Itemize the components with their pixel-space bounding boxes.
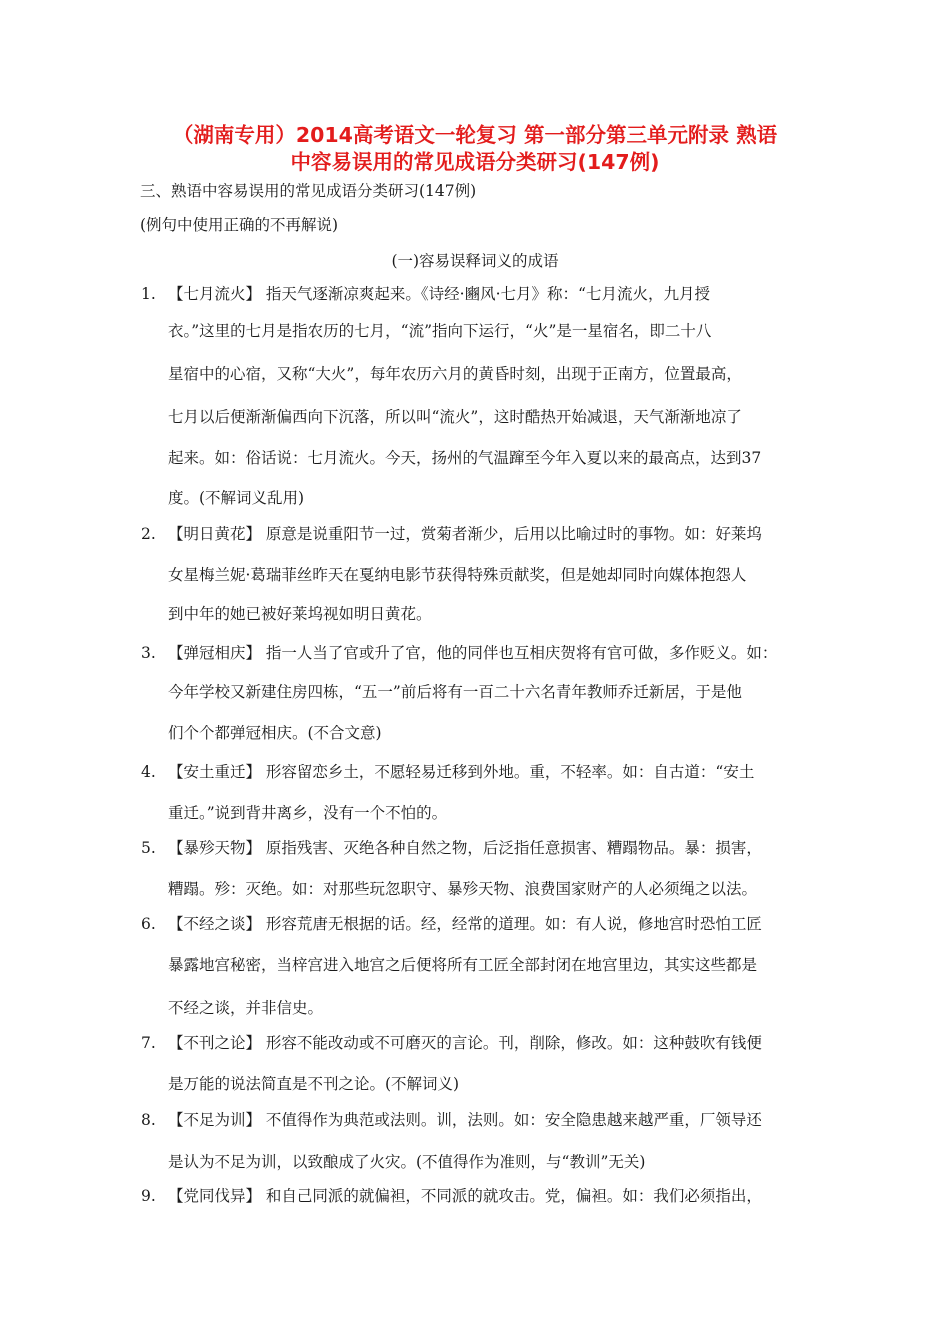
entry-line: 【党同伐异】 和自己同派的就偏袒，不同派的就攻击。党，偏袒。如：我们必须指出，: [168, 1187, 762, 1205]
entry-line: 起来。如：俗话说：七月流火。今天，扬州的气温蹿至今年入夏以来的最高点，达到37: [168, 449, 762, 467]
entry-number: 9.: [141, 1187, 156, 1205]
entry-line: 【不足为训】 不值得作为典范或法则。训，法则。如：安全隐患越来越严重，厂领导还: [168, 1111, 762, 1129]
entry-line: 【安土重迁】 形容留恋乡土，不愿轻易迁移到外地。重，不轻率。如：自古道：“安土: [168, 763, 755, 781]
entry-number: 2.: [141, 525, 156, 543]
section-heading: 三、熟语中容易误用的常见成语分类研习(147例): [140, 182, 477, 200]
entry-number: 7.: [141, 1034, 156, 1052]
document-title-line-2: 中容易误用的常见成语分类研习(147例): [290, 150, 660, 174]
entry-line: 七月以后便渐渐偏西向下沉落，所以叫“流火”，这时酷热开始减退，天气渐渐地凉了: [168, 408, 742, 426]
entry-number: 8.: [141, 1111, 156, 1129]
entry-number: 3.: [141, 644, 156, 662]
entry-line: 女星梅兰妮·葛瑞菲丝昨天在戛纳电影节获得特殊贡献奖，但是她却同时向媒体抱怨人: [168, 566, 747, 584]
usage-note: (例句中使用正确的不再解说): [140, 216, 339, 234]
subsection-heading: (一)容易误释词义的成语: [391, 252, 559, 270]
entry-line: 到中年的她已被好莱坞视如明日黄花。: [168, 605, 432, 623]
entry-line: 【暴殄天物】 原指残害、灭绝各种自然之物，后泛指任意损害、糟蹋物品。暴：损害，: [168, 839, 762, 857]
entry-number: 1.: [141, 285, 156, 303]
document-title-line-1: （湖南专用）2014高考语文一轮复习 第一部分第三单元附录 熟语: [172, 123, 778, 147]
entry-line: 今年学校又新建住房四栋，“五一”前后将有一百二十六名青年教师乔迁新居，于是他: [168, 683, 742, 701]
entry-line: 糟蹋。殄：灭绝。如：对那些玩忽职守、暴殄天物、浪费国家财产的人必须绳之以法。: [168, 880, 758, 898]
entry-line: 是万能的说法简直是不刊之论。(不解词义): [168, 1075, 460, 1093]
entry-line: 星宿中的心宿，又称“大火”，每年农历六月的黄昏时刻，出现于正南方，位置最高，: [168, 365, 742, 383]
entry-line: 们个个都弹冠相庆。(不合文意): [168, 724, 382, 742]
entry-line: 暴露地宫秘密，当梓宫进入地宫之后便将所有工匠全部封闭在地宫里边，其实这些都是: [168, 956, 758, 974]
entry-line: 【弹冠相庆】 指一人当了官或升了官，他的同伴也互相庆贺将有官可做，多作贬义。如：: [168, 644, 778, 662]
entry-line: 度。(不解词义乱用): [168, 489, 305, 507]
entry-line: 【七月流火】 指天气逐渐凉爽起来。《诗经·豳风·七月》称：“七月流火，九月授: [168, 285, 710, 303]
entry-number: 4.: [141, 763, 156, 781]
entry-line: 【不刊之论】 形容不能改动或不可磨灭的言论。刊，削除，修改。如：这种鼓吹有钱便: [168, 1034, 762, 1052]
entry-line: 衣。”这里的七月是指农历的七月，“流”指向下运行，“火”是一星宿名，即二十八: [168, 322, 712, 340]
entry-line: 【明日黄花】 原意是说重阳节一过，赏菊者渐少，后用以比喻过时的事物。如：好莱坞: [168, 525, 762, 543]
entry-number: 6.: [141, 915, 156, 933]
entry-line: 重迁。”说到背井离乡，没有一个不怕的。: [168, 804, 448, 822]
entry-line: 不经之谈，并非信史。: [168, 999, 324, 1017]
entry-line: 【不经之谈】 形容荒唐无根据的话。经，经常的道理。如：有人说，修地宫时恐怕工匠: [168, 915, 762, 933]
entry-number: 5.: [141, 839, 156, 857]
entry-line: 是认为不足为训，以致酿成了火灾。(不值得作为准则，与“教训”无关): [168, 1153, 646, 1171]
